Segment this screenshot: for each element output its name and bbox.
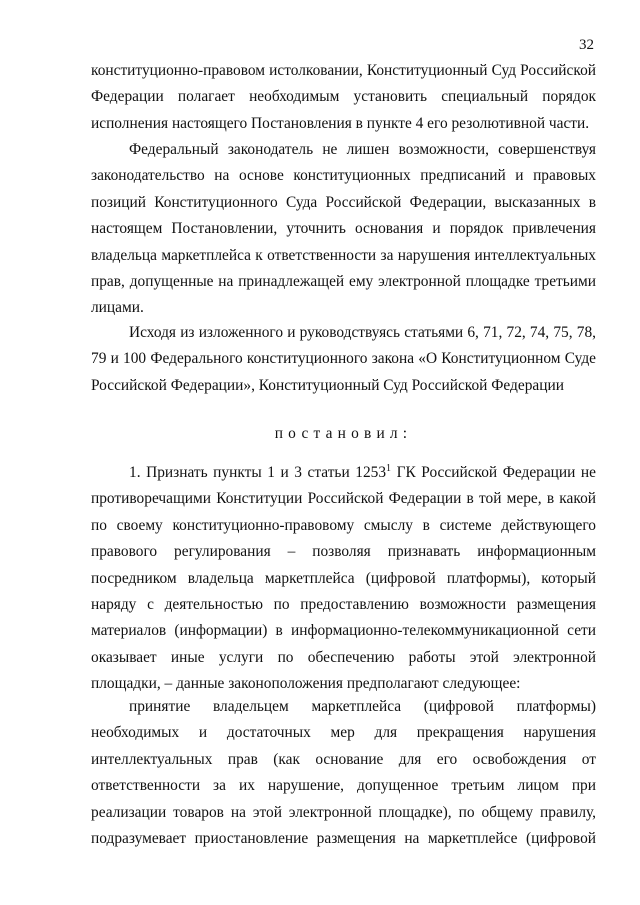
text-line: площадки, – данные законоположения предполагают следующее: <box>91 675 521 693</box>
text-line: противоречащими Конституции Российской Федерации в той мере, в какой <box>91 490 596 508</box>
text-line: реализации товаров на этой электронной площадке), по общему правилу, <box>91 803 596 821</box>
text-line: прав, допущенные на принадлежащей ему электронной площадке третьими <box>91 272 596 290</box>
text-line: 79 и 100 Федерального конституционного закона «О Конституционном Суде <box>91 350 596 368</box>
page-number: 32 <box>579 37 594 53</box>
text-line: исполнения настоящего Постановления в пункте 4 его резолютивной части. <box>91 114 590 132</box>
text-line: позиций Конституционного Суда Российской Федерации, высказанных в <box>91 193 596 211</box>
text-line: владельца маркетплейса к ответственности за нарушения интеллектуальных <box>91 246 596 264</box>
text-line: законодательство на основе конституционных предписаний и правовых <box>91 167 596 185</box>
text-line: необходимых и достаточных мер для прекращения нарушения <box>91 724 596 742</box>
text-line: правового регулирования – позволяя признавать информационным <box>91 543 596 561</box>
text-line: Исходя из изложенного и руководствуясь статьями 6, 71, 72, 74, 75, 78, <box>129 324 596 341</box>
paragraph-1 <box>91 58 596 137</box>
text-line: Федерации полагает необходимым установить специальный порядок <box>91 88 596 106</box>
text-line: принятие владельцем маркетплейса (цифровой платформы) <box>129 698 596 715</box>
text-line: 1. Признать пункты 1 и 3 статьи 1253$^1$ ГК Российской Федерации не <box>129 463 597 481</box>
paragraph-5 <box>91 694 596 852</box>
text-line: интеллектуальных прав (как основание для его освобождения от <box>91 750 596 768</box>
text-line: посредником владельца маркетплейса (цифровой платформы), который <box>91 569 596 587</box>
resolution-heading: постановил: <box>274 425 413 442</box>
text-line: конституционно-правовом истолковании, Конституционный Суд Российской <box>91 62 596 79</box>
text-line: подразумевает приостановление размещения на маркетплейсе (цифровой <box>91 829 596 847</box>
superscript: 1 <box>386 463 392 474</box>
paragraph-3 <box>91 320 596 399</box>
text-line: оказывает иные услуги по обеспечению работы этой электронной <box>91 648 596 666</box>
paragraph-4 <box>91 460 596 698</box>
text-line: материалов (информации) в информационно-телекоммуникационной сети <box>91 622 596 640</box>
text-line: наряду с деятельностью по предоставлению возможности размещения <box>91 595 596 613</box>
paragraph-2 <box>91 137 596 322</box>
text-line: Российской Федерации», Конституционный Суд Российской Федерации <box>91 376 564 394</box>
text-line: Федеральный законодатель не лишен возможности, совершенствуя <box>129 141 596 158</box>
text-line: по своему конституционно-правовому смыслу в системе действующего <box>91 516 596 534</box>
text-line: лицами. <box>91 299 144 317</box>
text-line: настоящем Постановлении, уточнить основания и порядок привлечения <box>91 220 596 238</box>
text-line: ответственности за их нарушение, допущенное третьим лицом при <box>91 777 596 795</box>
